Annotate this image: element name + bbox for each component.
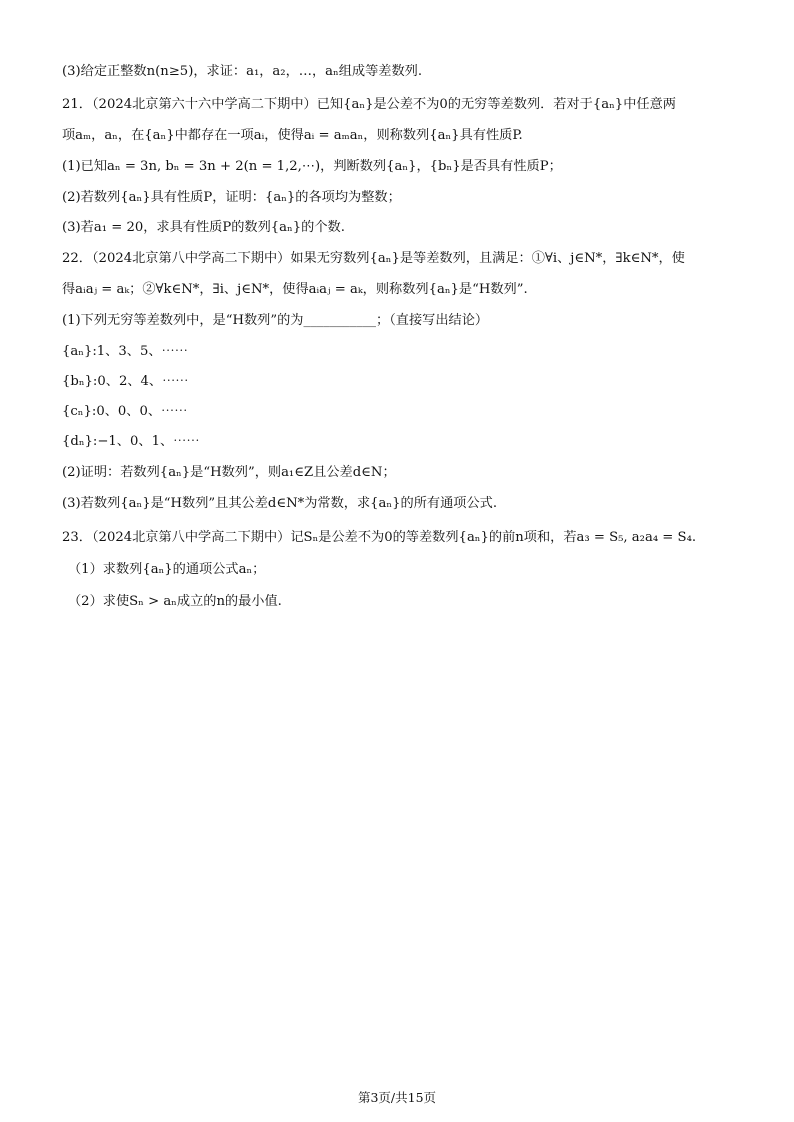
q22-sequence-b: {bₙ}:0、2、4、⋯⋯ <box>62 374 189 389</box>
q22-sequence-c: {cₙ}:0、0、0、⋯⋯ <box>62 404 188 419</box>
page-number: 第3页/共15页 <box>357 1090 437 1105</box>
q23-stem: 23．（2024北京第八中学高二下期中）记Sₙ是公差不为0的等差数列{aₙ}的前n项和，若a₃ = S₅, a₂a₄ = S₄. <box>62 530 697 545</box>
q22-part2: (2)证明：若数列{aₙ}是“H数列”，则a₁∈Z且公差d∈N； <box>62 465 396 480</box>
q20-part3: (3)给定正整数n(n≥5)，求证：a₁，a₂，…，aₙ组成等差数列. <box>62 64 423 79</box>
q21-stem-line1: 21．（2024北京第六十六中学高二下期中）已知{aₙ}是公差不为0的无穷等差数列．若对于{aₙ}中任意两 <box>62 97 676 112</box>
q21-part1: (1)已知aₙ = 3n, bₙ = 3n + 2(n = 1,2,⋯)，判断数列{aₙ}，{bₙ}是否具有性质P； <box>62 159 562 174</box>
q21-part2: (2)若数列{aₙ}具有性质P，证明：{aₙ}的各项均为整数； <box>62 190 401 205</box>
q21-stem-line2: 项aₘ，aₙ，在{aₙ}中都存在一项aᵢ，使得aᵢ = aₘaₙ，则称数列{aₙ}具有性质P. <box>62 128 523 143</box>
q23-part1: （1）求数列{aₙ}的通项公式aₙ； <box>68 562 266 577</box>
q22-stem-line2: 得aᵢaⱼ = aₖ；②∀k∈N*，∃i、j∈N*，使得aᵢaⱼ = aₖ，则称数列{aₙ}是“H数列”. <box>62 282 528 297</box>
q23-part2: （2）求使Sₙ > aₙ成立的n的最小值. <box>68 594 282 609</box>
q22-stem-line1: 22．（2024北京第八中学高二下期中）如果无穷数列{aₙ}是等差数列，且满足：①∀i、j∈N*，∃k∈N*，使 <box>62 251 685 266</box>
q22-sequence-d: {dₙ}:−1、0、1、⋯⋯ <box>62 434 200 449</box>
q22-sequence-a: {aₙ}:1、3、5、⋯⋯ <box>62 344 188 359</box>
q22-part3: (3)若数列{aₙ}是“H数列”且其公差d∈N*为常数，求{aₙ}的所有通项公式. <box>62 496 498 511</box>
q22-part1: (1)下列无穷等差数列中，是“H数列”的为___________；（直接写出结论） <box>62 313 489 328</box>
q21-part3: (3)若a₁ = 20，求具有性质P的数列{aₙ}的个数. <box>62 220 345 235</box>
